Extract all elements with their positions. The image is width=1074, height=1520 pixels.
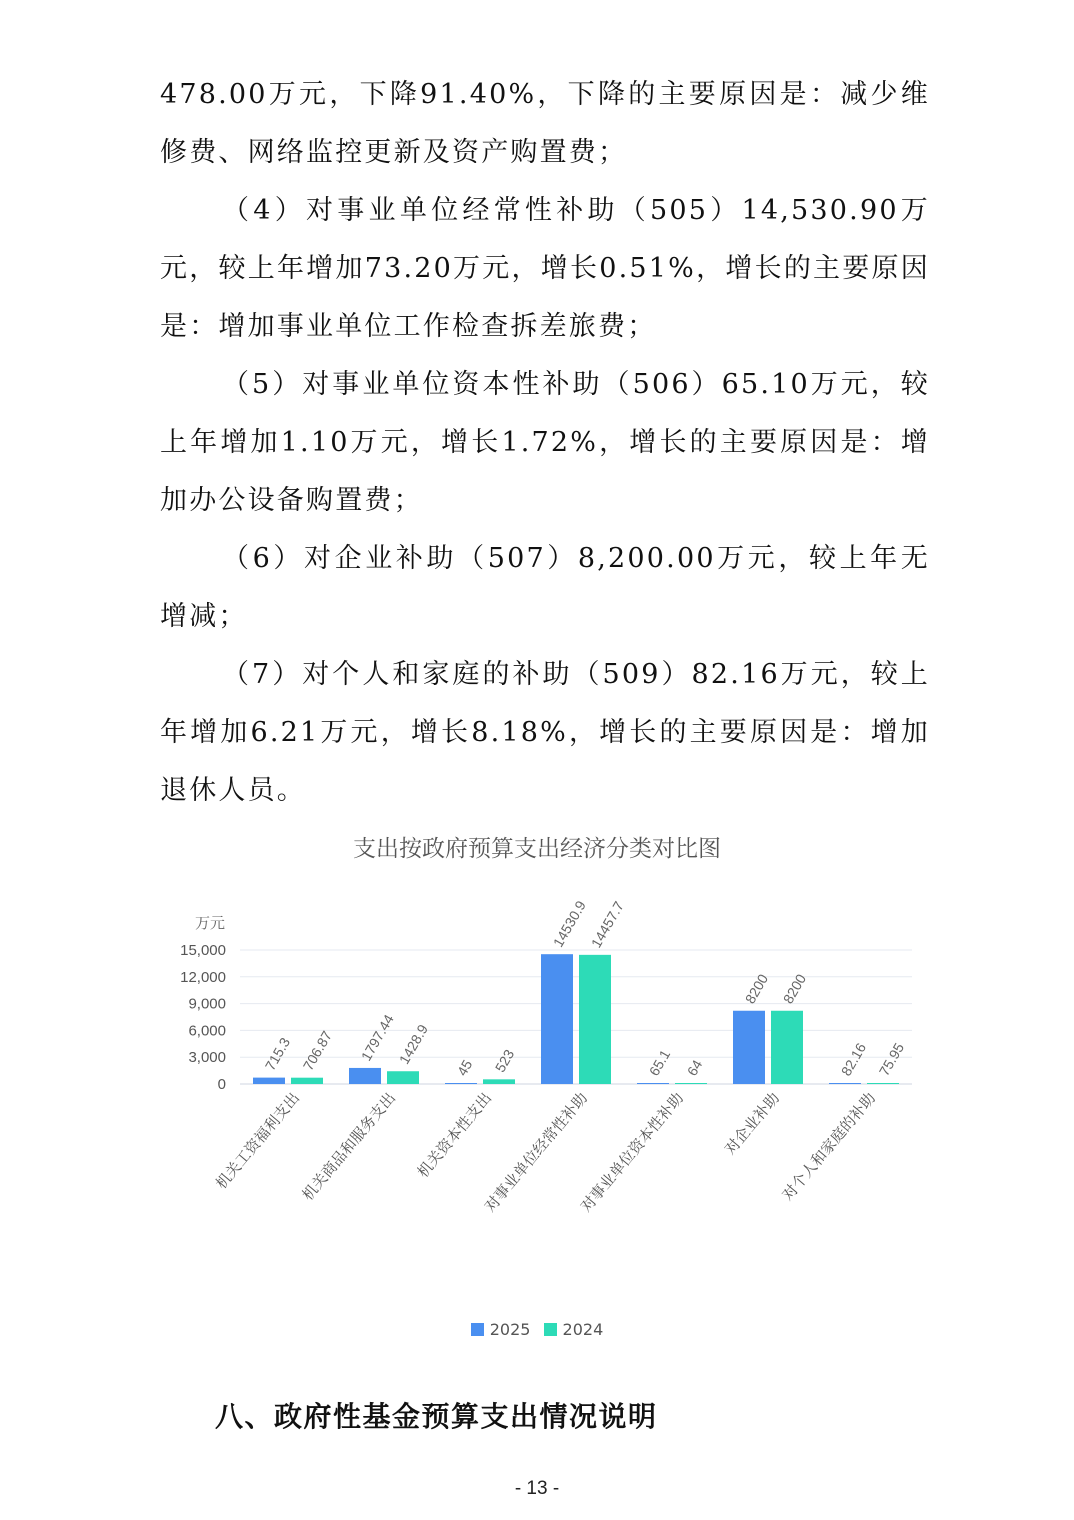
data-label: 14457.7 <box>587 898 627 951</box>
bar-chart <box>0 880 1074 1300</box>
bar-2025 <box>733 1011 765 1084</box>
x-tick-label: 对个人和家庭的补助 <box>778 1089 880 1204</box>
x-tick-label: 机关资本性支出 <box>413 1089 496 1182</box>
data-label: 75.95 <box>875 1040 908 1079</box>
paragraph-1: 478.00万元，下降91.40%，下降的主要原因是：减少维修费、网络监控更新及资产购置费； <box>160 79 930 168</box>
legend-swatch-2025 <box>471 1323 484 1336</box>
y-tick-label: 3,000 <box>188 1049 226 1067</box>
legend-label-2025: 2025 <box>489 1320 531 1339</box>
bar-2025 <box>541 954 573 1084</box>
y-tick-label: 12,000 <box>180 968 226 986</box>
bar-2025 <box>349 1068 381 1084</box>
data-label: 45 <box>453 1057 476 1079</box>
data-label: 715.3 <box>261 1034 294 1074</box>
legend-item-2025[interactable] <box>471 1320 536 1339</box>
y-tick-label: 0 <box>217 1076 226 1093</box>
data-label: 8200 <box>741 971 772 1007</box>
paragraph-3: （5）对事业单位资本性补助（506）65.10万元，较上年增加1.10万元，增长1.72%，增长的主要原因是：增加办公设备购置费； <box>160 369 930 516</box>
data-label: 523 <box>491 1046 518 1075</box>
data-label: 14530.9 <box>549 897 589 950</box>
data-label: 65.1 <box>645 1046 674 1079</box>
chart-legend <box>0 1320 1074 1339</box>
y-tick-label: 15,000 <box>180 942 226 959</box>
y-tick-label: 6,000 <box>188 1022 226 1040</box>
x-tick-label: 对事业单位资本性补助 <box>576 1089 688 1216</box>
bar-2024 <box>867 1083 899 1084</box>
bar-2025 <box>445 1083 477 1084</box>
paragraph-4: （6）对企业补助（507）8,200.00万元，较上年无增减； <box>160 543 930 632</box>
legend-label-2024: 2024 <box>562 1320 604 1339</box>
data-label: 82.16 <box>837 1040 870 1079</box>
legend-item-2024[interactable] <box>544 1320 604 1339</box>
y-tick-label: 9,000 <box>188 995 226 1013</box>
data-label: 1797.44 <box>357 1011 397 1064</box>
x-tick-label: 机关工资福利支出 <box>212 1089 304 1193</box>
page-number: - 13 - <box>514 1478 560 1499</box>
x-tick-label: 对事业单位经常性补助 <box>480 1089 592 1216</box>
x-tick-label: 对企业补助 <box>721 1089 784 1159</box>
bar-2025 <box>829 1083 861 1084</box>
y-axis-label: 万元 <box>194 914 226 932</box>
data-label: 1428.9 <box>395 1021 432 1067</box>
bar-2025 <box>253 1078 285 1084</box>
x-tick-label: 机关商品和服务支出 <box>298 1089 400 1204</box>
bar-2024 <box>579 955 611 1084</box>
bar-2024 <box>483 1079 515 1084</box>
paragraph-5: （7）对个人和家庭的补助（509）82.16万元，较上年增加6.21万元，增长8.18%，增长的主要原因是：增加退休人员。 <box>160 659 930 806</box>
legend-swatch-2024 <box>544 1323 557 1336</box>
bar-2024 <box>771 1011 803 1084</box>
paragraph-2: （4）对事业单位经常性补助（505）14,530.90万元，较上年增加73.20万元，增长0.51%，增长的主要原因是：增加事业单位工作检查拆差旅费； <box>160 195 930 342</box>
bar-2025 <box>637 1083 669 1084</box>
bar-2024 <box>387 1071 419 1084</box>
data-label: 706.87 <box>299 1028 336 1074</box>
data-label: 64 <box>683 1057 706 1079</box>
bar-2024 <box>675 1083 707 1084</box>
chart-title: 支出按政府预算支出经济分类对比图 <box>353 836 721 862</box>
data-label: 8200 <box>779 971 810 1007</box>
bar-2024 <box>291 1078 323 1084</box>
section-heading: 八、政府性基金预算支出情况说明 <box>215 1400 658 1433</box>
